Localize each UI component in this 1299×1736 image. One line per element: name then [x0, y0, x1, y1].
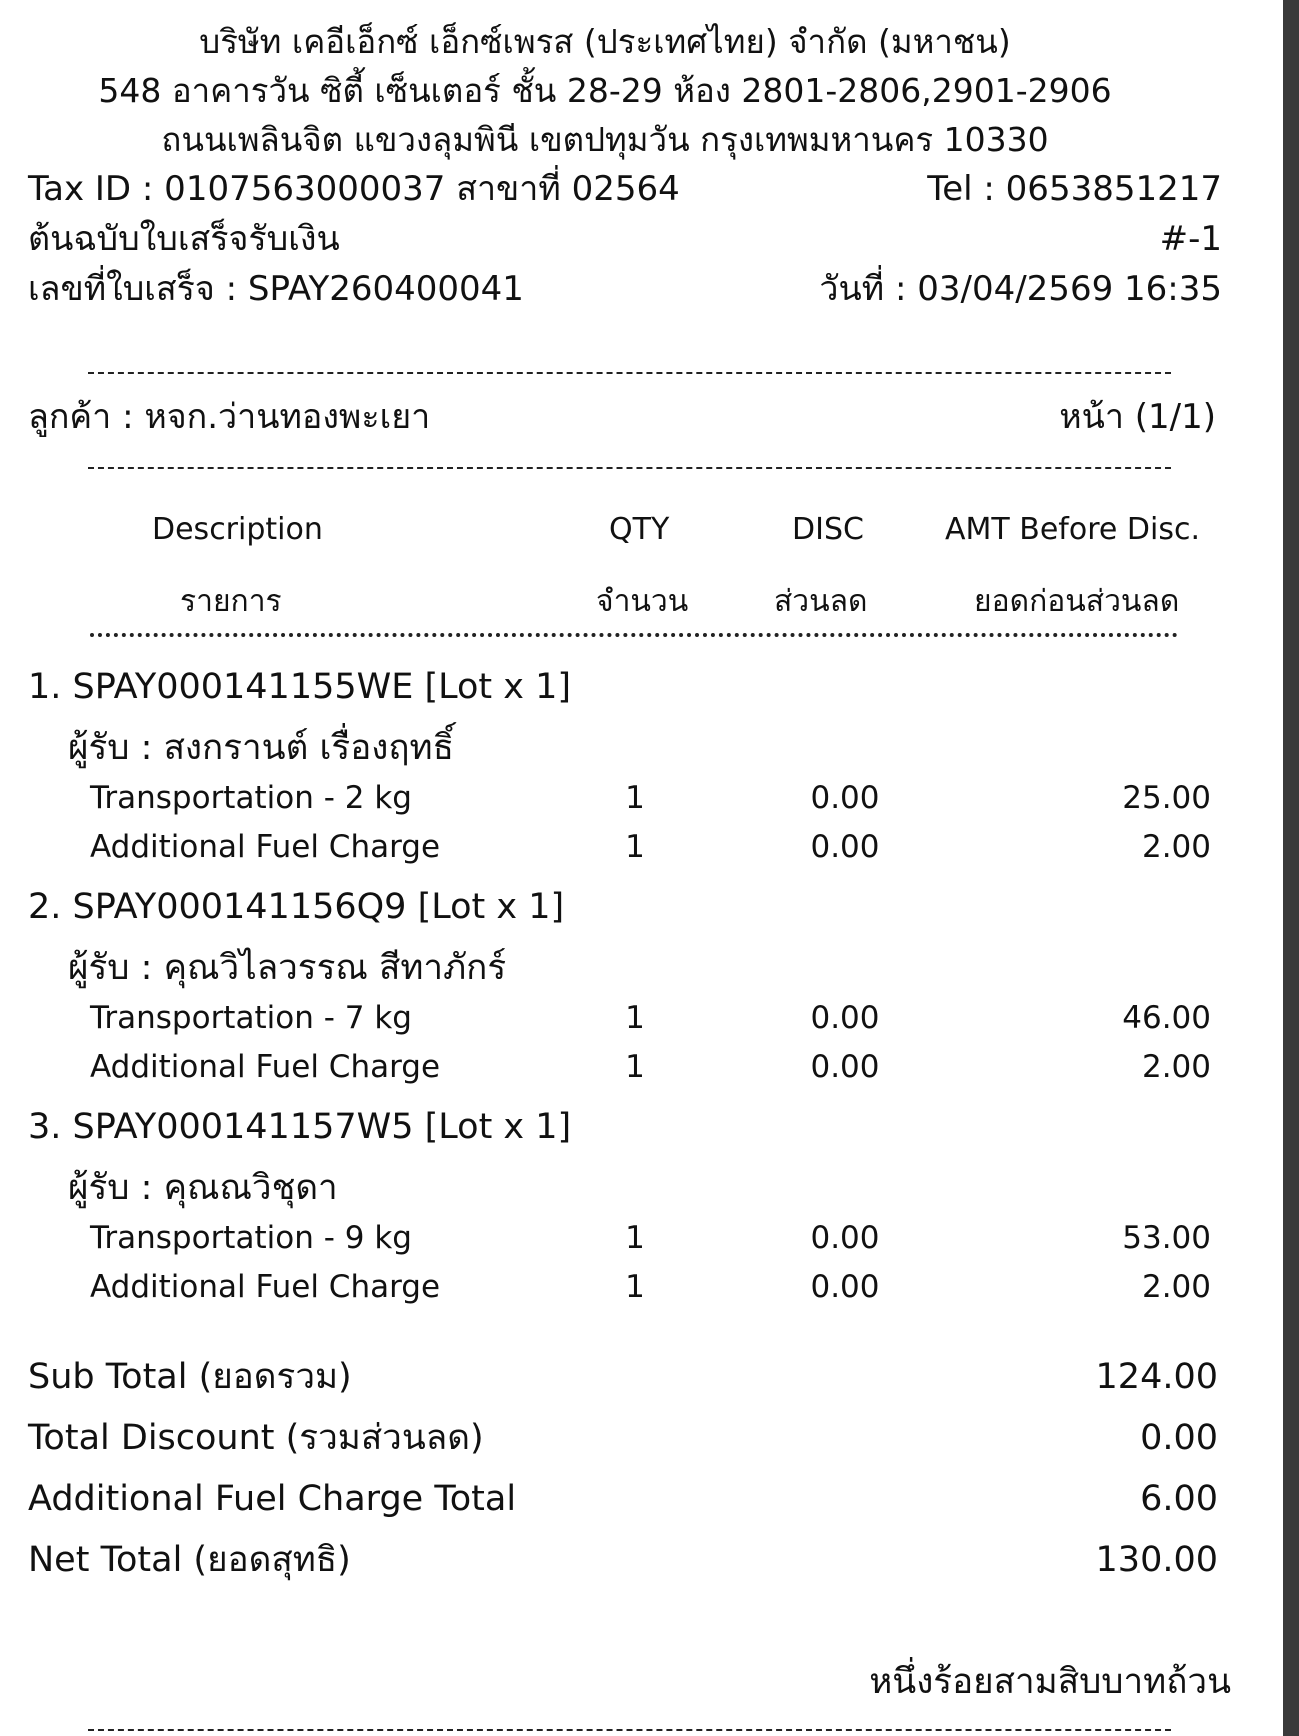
line-item — [0, 778, 1299, 818]
company-address-line-1: 548 อาคารวัน ซิตี้ เซ็นเตอร์ ชั้น 28-29 ห้อง 2801-2806,2901-2906 — [98, 71, 1112, 110]
column-header-qty: QTY — [609, 512, 670, 547]
shipment-title: 1. SPAY000141155WE [Lot x 1] — [28, 667, 572, 707]
line-description: Transportation - 2 kg — [90, 780, 412, 816]
company-address-line-2: ถนนเพลินจิต แขวงลุมพินี เขตปทุมวัน กรุงเทพมหานคร 10330 — [161, 120, 1049, 159]
line-discount: 0.00 — [810, 1049, 880, 1085]
line-description: Transportation - 7 kg — [90, 1000, 412, 1036]
column-header-description: Description — [152, 512, 323, 547]
line-discount: 0.00 — [810, 780, 880, 816]
column-header-discount-thai: ส่วนลด — [774, 584, 868, 619]
line-qty: 1 — [625, 1049, 645, 1085]
line-item — [0, 1267, 1299, 1307]
net-total-label: Net Total (ยอดสุทธิ) — [28, 1540, 351, 1580]
line-description: Additional Fuel Charge — [90, 1049, 441, 1085]
line-amount: 25.00 — [1122, 780, 1211, 816]
line-amount: 2.00 — [1141, 829, 1211, 865]
line-qty: 1 — [625, 829, 645, 865]
line-qty: 1 — [625, 1220, 645, 1256]
discount-total-label: Total Discount (รวมส่วนลด) — [28, 1418, 484, 1458]
receipt-number: เลขที่ใบเสร็จ : SPAY260400041 — [28, 269, 524, 309]
line-description: Additional Fuel Charge — [90, 829, 441, 865]
line-item — [0, 998, 1299, 1038]
fuel-charge-total-value: 6.00 — [1140, 1479, 1218, 1519]
divider-dashed — [88, 467, 1171, 469]
net-total-value: 130.00 — [1095, 1540, 1218, 1580]
column-header-amount-thai: ยอดก่อนส่วนลด — [974, 584, 1180, 619]
line-amount: 2.00 — [1141, 1269, 1211, 1305]
page-edge-bar — [1283, 0, 1299, 1736]
line-discount: 0.00 — [810, 1269, 880, 1305]
shipment-receiver: ผู้รับ : คุณณวิชุดา — [68, 1168, 338, 1208]
shipment-title: 3. SPAY000141157W5 [Lot x 1] — [28, 1107, 572, 1147]
line-discount: 0.00 — [810, 1000, 880, 1036]
line-item — [0, 827, 1299, 867]
line-amount: 53.00 — [1122, 1220, 1211, 1256]
line-discount: 0.00 — [810, 1220, 880, 1256]
subtotal-value: 124.00 — [1095, 1357, 1218, 1397]
line-qty: 1 — [625, 780, 645, 816]
line-amount: 2.00 — [1141, 1049, 1211, 1085]
line-description: Additional Fuel Charge — [90, 1269, 441, 1305]
telephone: Tel : 0653851217 — [927, 169, 1222, 209]
shipment-receiver: ผู้รับ : สงกรานต์ เรื่องฤทธิ์ — [68, 728, 454, 768]
receipt-date: วันที่ : 03/04/2569 16:35 — [819, 269, 1222, 309]
discount-total-value: 0.00 — [1140, 1418, 1218, 1458]
company-name: บริษัท เคอีเอ็กซ์ เอ็กซ์เพรส (ประเทศไทย) จำกัด (มหาชน) — [199, 22, 1011, 61]
tax-id: Tax ID : 0107563000037 สาขาที่ 02564 — [28, 169, 680, 209]
column-header-discount: DISC — [792, 512, 864, 547]
subtotal-label: Sub Total (ยอดรวม) — [28, 1357, 352, 1397]
line-discount: 0.00 — [810, 829, 880, 865]
shipment-receiver: ผู้รับ : คุณวิไลวรรณ สีทาภักร์ — [68, 948, 507, 988]
receipt-type: ต้นฉบับใบเสร็จรับเงิน — [28, 219, 340, 259]
customer-name: ลูกค้า : หจก.ว่านทองพะเยา — [28, 397, 431, 437]
fuel-charge-total-label: Additional Fuel Charge Total — [28, 1479, 517, 1519]
receipt-copy: #-1 — [1159, 219, 1222, 259]
column-header-amount: AMT Before Disc. — [945, 512, 1200, 547]
divider-dashed — [88, 1729, 1171, 1731]
column-header-description-thai: รายการ — [180, 584, 282, 619]
line-item — [0, 1218, 1299, 1258]
line-item — [0, 1047, 1299, 1087]
page-indicator: หน้า (1/1) — [1059, 397, 1216, 437]
line-amount: 46.00 — [1122, 1000, 1211, 1036]
divider-dotted — [90, 633, 1178, 637]
divider-dashed — [88, 372, 1171, 374]
line-qty: 1 — [625, 1269, 645, 1305]
line-description: Transportation - 9 kg — [90, 1220, 412, 1256]
shipment-title: 2. SPAY000141156Q9 [Lot x 1] — [28, 887, 565, 927]
amount-in-words: หนึ่งร้อยสามสิบบาทถ้วน — [869, 1662, 1231, 1702]
column-header-qty-thai: จำนวน — [596, 584, 689, 619]
line-qty: 1 — [625, 1000, 645, 1036]
